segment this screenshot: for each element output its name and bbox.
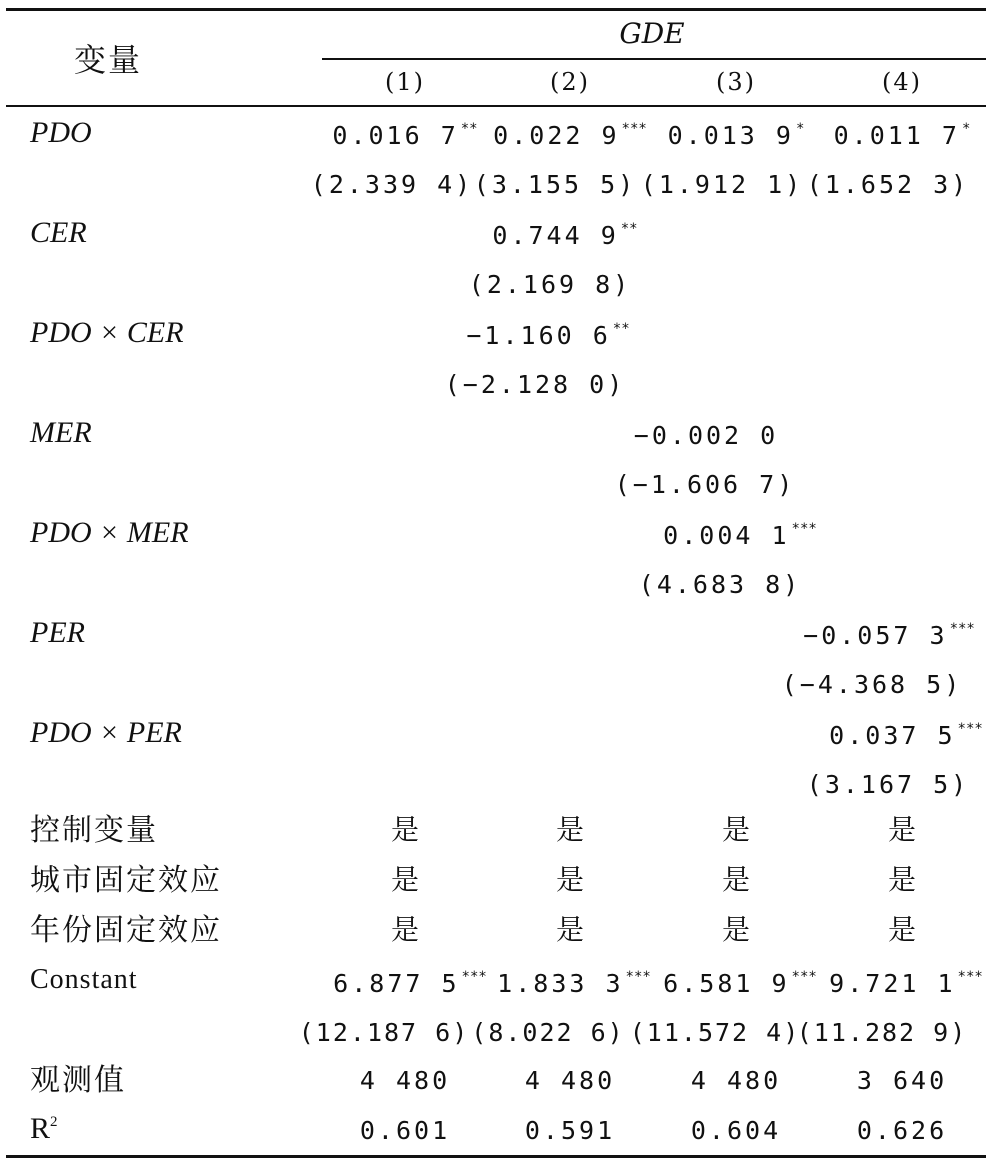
coef-constant-3: 6.581 9 *** [663, 969, 817, 998]
r-squared-1: 0.601 [359, 1116, 451, 1145]
tstat-constant-2: (8.022 6) [471, 1018, 625, 1047]
row-label-observations: 观测值 [30, 1063, 126, 1098]
coef-constant-1: 6.877 5 *** [333, 969, 487, 998]
observations-3: 4 480 [690, 1066, 782, 1095]
controls-1: 是 [390, 813, 420, 846]
coef-cer-2: 0.744 9 ** [492, 221, 638, 250]
column-header-2: (2) [550, 68, 590, 96]
coef-pdo-2: 0.022 9 *** [493, 121, 647, 150]
coef-constant-4: 9.721 1 *** [829, 969, 983, 998]
city-fe-4: 是 [887, 863, 917, 896]
top-rule [6, 8, 986, 11]
row-label-pdo: PDO [30, 116, 92, 149]
row-label-controls: 控制变量 [30, 813, 158, 848]
tstat-constant-3: (11.572 4) [629, 1018, 801, 1047]
year-fe-1: 是 [390, 913, 420, 946]
controls-3: 是 [721, 813, 751, 846]
tstat-pdo-cer-2: (−2.128 0) [444, 370, 626, 399]
r-squared-2: 0.591 [524, 1116, 616, 1145]
column-header-4: (4) [882, 68, 922, 96]
tstat-per-4: (−4.368 5) [781, 670, 963, 699]
coef-mer-3: −0.002 0 [633, 421, 779, 450]
coef-pdo-3: 0.013 9 * [667, 121, 805, 150]
bottom-rule [6, 1155, 986, 1158]
coef-constant-2: 1.833 3 *** [497, 969, 651, 998]
observations-2: 4 480 [524, 1066, 616, 1095]
row-label-pdo-per: PDO × PER [30, 716, 182, 749]
coef-pdo-cer-2: −1.160 6 ** [466, 321, 630, 350]
row-label-r-squared: $R^2$ [30, 1112, 58, 1145]
r-squared-3: 0.604 [690, 1116, 782, 1145]
coef-pdo-per-4: 0.037 5 *** [829, 721, 983, 750]
coef-pdo-mer-3: 0.004 1 *** [663, 521, 817, 550]
observations-1: 4 480 [359, 1066, 451, 1095]
tstat-pdo-3: (1.912 1) [640, 170, 804, 199]
city-fe-3: 是 [721, 863, 751, 896]
year-fe-3: 是 [721, 913, 751, 946]
row-label-per: PER [30, 616, 85, 649]
city-fe-2: 是 [555, 863, 585, 896]
dependent-variable-header: GDE [619, 17, 685, 50]
controls-2: 是 [555, 813, 585, 846]
observations-4: 3 640 [856, 1066, 948, 1095]
row-label-mer: MER [30, 416, 92, 449]
year-fe-4: 是 [887, 913, 917, 946]
coef-pdo-4: 0.011 7 * [833, 121, 971, 150]
tstat-pdo-per-4: (3.167 5) [806, 770, 970, 799]
coef-per-4: −0.057 3 *** [803, 621, 975, 650]
r-squared-4: 0.626 [856, 1116, 948, 1145]
tstat-pdo-1: (2.339 4) [310, 170, 474, 199]
tstat-pdo-2: (3.155 5) [473, 170, 637, 199]
tstat-constant-4: (11.282 9) [796, 1018, 968, 1047]
header-rule [6, 105, 986, 107]
column-header-3: (3) [716, 68, 756, 96]
tstat-constant-1: (12.187 6) [298, 1018, 470, 1047]
tstat-pdo-mer-3: (4.683 8) [638, 570, 802, 599]
column-header-1: (1) [385, 68, 425, 96]
coef-pdo-1: 0.016 7 ** [332, 121, 478, 150]
row-label-pdo-cer: PDO × CER [30, 316, 184, 349]
row-label-pdo-mer: PDO × MER [30, 516, 189, 549]
tstat-pdo-4: (1.652 3) [806, 170, 970, 199]
tstat-cer-2: (2.169 8) [468, 270, 632, 299]
row-label-city-fe: 城市固定效应 [30, 863, 222, 898]
year-fe-2: 是 [555, 913, 585, 946]
variable-header: 变量 [73, 41, 143, 79]
city-fe-1: 是 [390, 863, 420, 896]
tstat-mer-3: (−1.606 7) [614, 470, 796, 499]
gde-underline [322, 58, 986, 60]
row-label-cer: CER [30, 216, 87, 249]
row-label-constant: Constant [30, 964, 138, 995]
controls-4: 是 [887, 813, 917, 846]
row-label-year-fe: 年份固定效应 [30, 913, 222, 948]
